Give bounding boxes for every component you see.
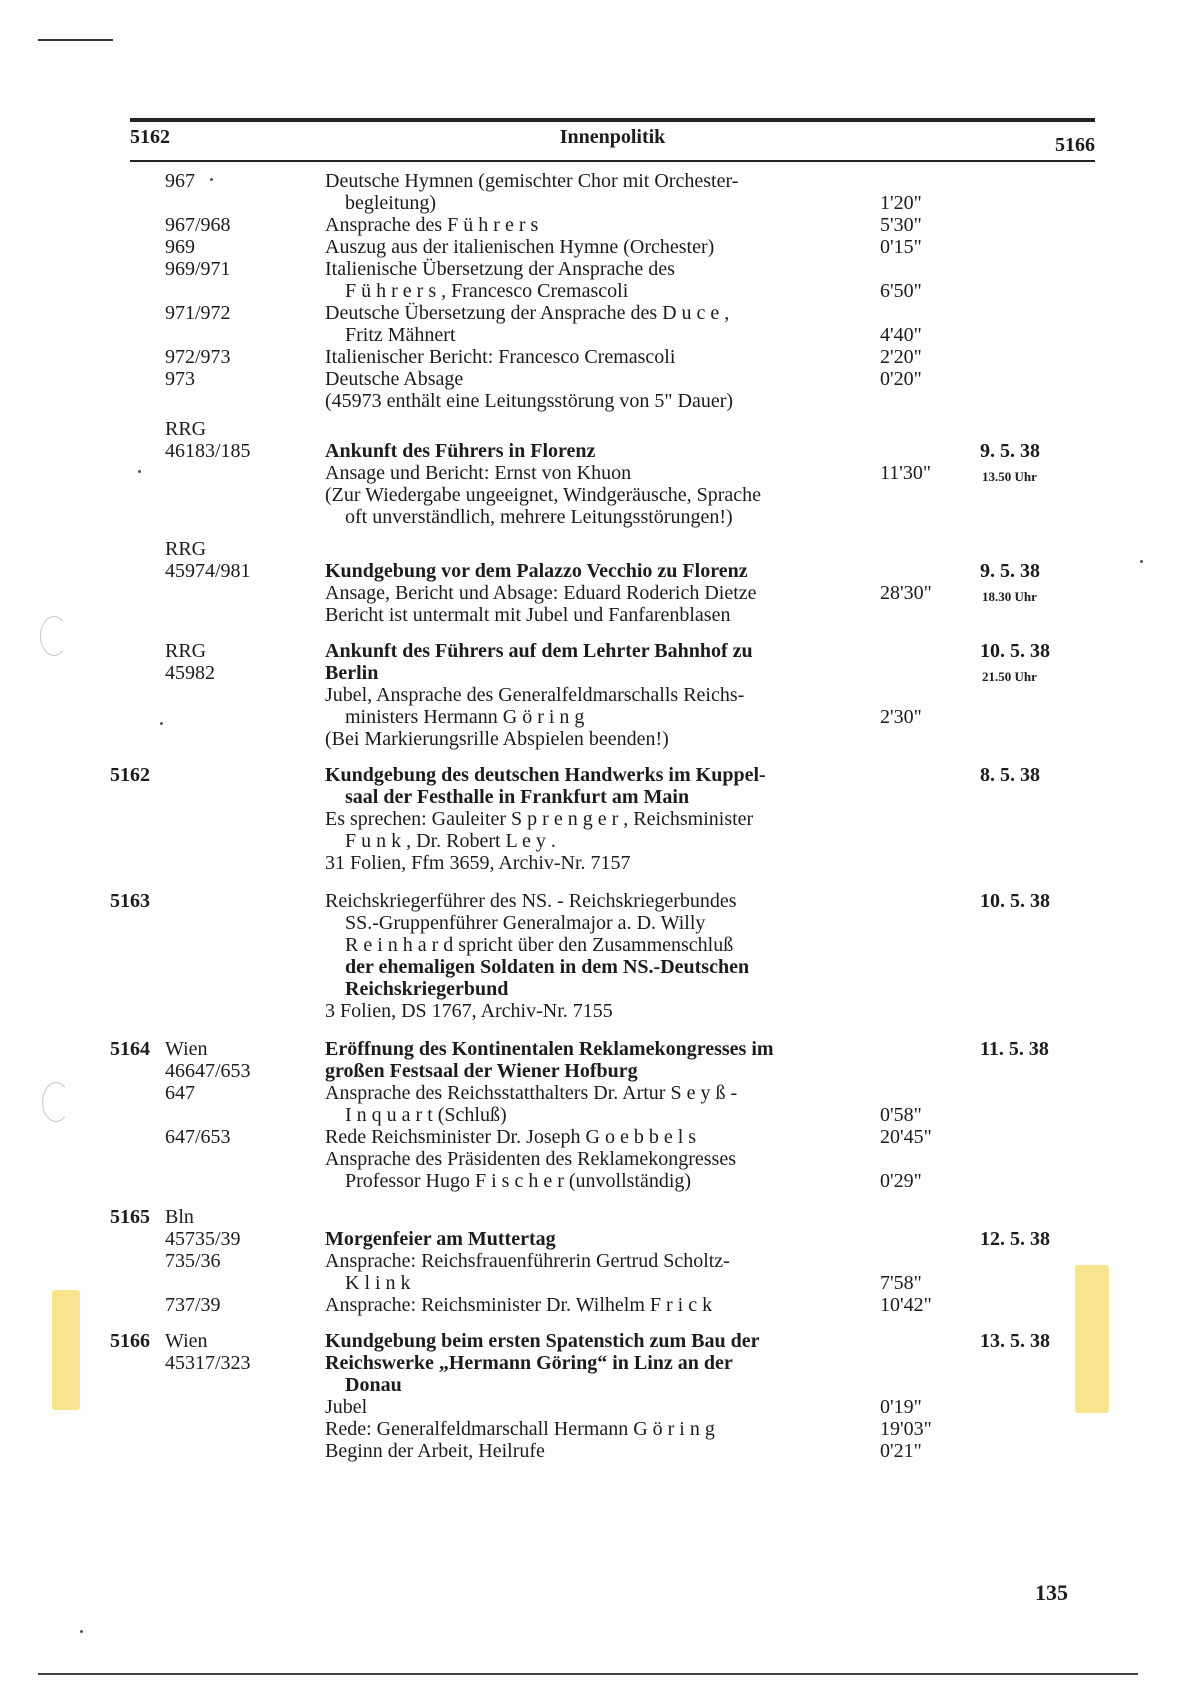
entry-line — [0, 1104, 1200, 1126]
entry-line — [0, 418, 1200, 440]
entry-text: 3 Folien, DS 1767, Archiv-Nr. 7155 — [325, 1000, 613, 1022]
entry-line — [0, 808, 1200, 830]
duration: 19'03" — [880, 1418, 932, 1440]
entry-text: Italienische Übersetzung der Ansprache des — [325, 258, 675, 280]
entry-text: Ansprache: Reichsfrauenführerin Gertrud Scholtz- — [325, 1250, 730, 1272]
catalog-entry — [0, 1206, 1200, 1316]
entry-text: Ansprache des Präsidenten des Reklamekongresses — [325, 1148, 736, 1170]
catalog-number: 969/971 — [165, 258, 231, 280]
entry-line — [0, 462, 1200, 484]
entry-line — [0, 1352, 1200, 1374]
entry-line — [0, 560, 1200, 582]
entry-line — [0, 440, 1200, 462]
entry-title: Ankunft des Führers in Florenz — [325, 440, 596, 462]
entry-line — [0, 1170, 1200, 1192]
entry-line — [0, 956, 1200, 978]
duration: 0'21" — [880, 1440, 922, 1462]
catalog-number: 46183/185 — [165, 440, 251, 462]
catalog-entry — [0, 170, 1200, 412]
duration: 10'42" — [880, 1294, 932, 1316]
catalog-number: Bln — [165, 1206, 194, 1228]
entry-text: Es sprechen: Gauleiter S p r e n g e r , Reichsminister — [325, 808, 754, 830]
entry-line — [0, 302, 1200, 324]
catalog-entry — [0, 538, 1200, 626]
broadcast-date: 12. 5. 38 — [980, 1228, 1050, 1250]
catalog-entry — [0, 1330, 1200, 1462]
entry-line — [0, 1000, 1200, 1022]
entry-title: der ehemaligen Soldaten in dem NS.-Deutschen — [345, 956, 750, 978]
entry-line — [0, 706, 1200, 728]
catalog-number: Wien — [165, 1038, 208, 1060]
duration: 6'50" — [880, 280, 922, 302]
entry-text: R e i n h a r d spricht über den Zusammenschluß — [345, 934, 734, 956]
entry-title: Reichswerke „Hermann Göring“ in Linz an der — [325, 1352, 733, 1374]
entry-text: Jubel — [325, 1396, 368, 1418]
entry-line — [0, 538, 1200, 560]
entry-line — [0, 1206, 1200, 1228]
entry-line — [0, 934, 1200, 956]
entry-text: ministers Hermann G ö r i n g — [345, 706, 585, 728]
entry-text: Auszug aus der italienischen Hymne (Orchester) — [325, 236, 715, 258]
catalog-number: 45982 — [165, 662, 215, 684]
duration: 1'20" — [880, 192, 922, 214]
entry-text: Ansprache: Reichsminister Dr. Wilhelm F r i c k — [325, 1294, 713, 1316]
entry-line — [0, 192, 1200, 214]
duration: 4'40" — [880, 324, 922, 346]
entry-text: Deutsche Absage — [325, 368, 464, 390]
broadcast-date: 10. 5. 38 — [980, 890, 1050, 912]
entry-text: Deutsche Übersetzung der Ansprache des D u c e , — [325, 302, 730, 324]
duration: 2'30" — [880, 706, 922, 728]
duration: 7'58" — [880, 1272, 922, 1294]
entry-line — [0, 1148, 1200, 1170]
entry-text: (45973 enthält eine Leitungsstörung von 5" Dauer) — [325, 390, 734, 412]
catalog-number: 647/653 — [165, 1126, 231, 1148]
entry-number: 5164 — [110, 1038, 150, 1060]
catalog-number: 647 — [165, 1082, 195, 1104]
entry-text: Ansage, Bericht und Absage: Eduard Roderich Dietze — [325, 582, 757, 604]
duration: 20'45" — [880, 1126, 932, 1148]
scan-mark-top — [38, 39, 113, 41]
header-title: Innenpolitik — [559, 126, 666, 148]
entry-line — [0, 280, 1200, 302]
entry-title: Kundgebung des deutschen Handwerks im Kuppel- — [325, 764, 766, 786]
entry-line — [0, 852, 1200, 874]
duration: 5'30" — [880, 214, 922, 236]
entry-line — [0, 640, 1200, 662]
entry-number: 5163 — [110, 890, 150, 912]
entry-text: Reichskriegerführer des NS. - Reichskriegerbundes — [325, 890, 737, 912]
entry-line — [0, 1418, 1200, 1440]
entry-text: Ansage und Bericht: Ernst von Khuon — [325, 462, 632, 484]
entry-line — [0, 1060, 1200, 1082]
entry-line — [0, 170, 1200, 192]
broadcast-date: 11. 5. 38 — [980, 1038, 1049, 1060]
entry-text: Beginn der Arbeit, Heilrufe — [325, 1440, 545, 1462]
entry-line — [0, 582, 1200, 604]
entry-text: K l i n k — [345, 1272, 411, 1294]
entry-line — [0, 214, 1200, 236]
entry-line — [0, 830, 1200, 852]
catalog-entry — [0, 1038, 1200, 1192]
entry-number: 5165 — [110, 1206, 150, 1228]
entry-text: Rede Reichsminister Dr. Joseph G o e b b e l s — [325, 1126, 697, 1148]
entry-line — [0, 1374, 1200, 1396]
entry-text: Deutsche Hymnen (gemischter Chor mit Orchester- — [325, 170, 739, 192]
entry-title: Berlin — [325, 662, 379, 684]
entry-line — [0, 1038, 1200, 1060]
catalog-number: RRG — [165, 538, 207, 560]
entry-text: (Bei Markierungsrille Abspielen beenden!) — [325, 728, 669, 750]
entry-line — [0, 1440, 1200, 1462]
entry-line — [0, 346, 1200, 368]
entry-line — [0, 604, 1200, 626]
entry-number: 5166 — [110, 1330, 150, 1352]
entry-title: Eröffnung des Kontinentalen Reklamekongresses im — [325, 1038, 774, 1060]
entry-line — [0, 258, 1200, 280]
entry-text: Ansprache des F ü h r e r s — [325, 214, 539, 236]
entry-line — [0, 786, 1200, 808]
header-left-number: 5162 — [130, 126, 170, 148]
header-rule-top — [130, 118, 1095, 122]
catalog-number: 972/973 — [165, 346, 231, 368]
entry-line — [0, 506, 1200, 528]
catalog-number: 973 — [165, 368, 195, 390]
broadcast-date: 8. 5. 38 — [980, 764, 1040, 786]
entry-title: saal der Festhalle in Frankfurt am Main — [345, 786, 690, 808]
entry-number: 5162 — [110, 764, 150, 786]
broadcast-date: 9. 5. 38 — [980, 440, 1040, 462]
entry-text: oft unverständlich, mehrere Leitungsstörungen!) — [345, 506, 733, 528]
entry-text: Jubel, Ansprache des Generalfeldmarschalls Reichs- — [325, 684, 745, 706]
scan-mark-bottom — [38, 1673, 1138, 1675]
catalog-entry — [0, 764, 1200, 874]
broadcast-date: 10. 5. 38 — [980, 640, 1050, 662]
header-rule-bottom — [130, 160, 1095, 162]
entry-line — [0, 912, 1200, 934]
entry-text: Rede: Generalfeldmarschall Hermann G ö r i n g — [325, 1418, 715, 1440]
catalog-number: 969 — [165, 236, 195, 258]
entry-line — [0, 368, 1200, 390]
broadcast-date: 9. 5. 38 — [980, 560, 1040, 582]
entry-text: 31 Folien, Ffm 3659, Archiv-Nr. 7157 — [325, 852, 631, 874]
entry-line — [0, 1250, 1200, 1272]
broadcast-time: 21.50 Uhr — [982, 669, 1037, 684]
catalog-number: Wien — [165, 1330, 208, 1352]
page-header — [130, 118, 1095, 162]
duration: 11'30" — [880, 462, 932, 484]
entry-title: großen Festsaal der Wiener Hofburg — [325, 1060, 638, 1082]
duration: 2'20" — [880, 346, 922, 368]
entry-text: Ansprache des Reichsstatthalters Dr. Artur S e y ß - — [325, 1082, 738, 1104]
entry-line — [0, 978, 1200, 1000]
catalog-entries — [0, 170, 1200, 1462]
catalog-number: 967/968 — [165, 214, 231, 236]
duration: 0'15" — [880, 236, 922, 258]
catalog-number: 45317/323 — [165, 1352, 251, 1374]
entry-line — [0, 728, 1200, 750]
duration: 0'20" — [880, 368, 922, 390]
entry-line — [0, 236, 1200, 258]
entry-title: Morgenfeier am Muttertag — [325, 1228, 556, 1250]
catalog-number: 967 — [165, 170, 195, 192]
catalog-entry — [0, 640, 1200, 750]
entry-text: begleitung) — [345, 192, 437, 214]
entry-text: Italienischer Bericht: Francesco Cremascoli — [325, 346, 676, 368]
entry-line — [0, 890, 1200, 912]
duration: 0'19" — [880, 1396, 922, 1418]
entry-title: Ankunft des Führers auf dem Lehrter Bahnhof zu — [325, 640, 753, 662]
entry-line — [0, 484, 1200, 506]
entry-text: I n q u a r t (Schluß) — [345, 1104, 507, 1126]
entry-title: Donau — [345, 1374, 402, 1396]
entry-title: Kundgebung vor dem Palazzo Vecchio zu Florenz — [325, 560, 748, 582]
catalog-number: RRG — [165, 640, 207, 662]
page-number: 135 — [1035, 1580, 1068, 1605]
entry-text: (Zur Wiedergabe ungeeignet, Windgeräusche, Sprache — [325, 484, 761, 506]
entry-title: Kundgebung beim ersten Spatenstich zum Bau der — [325, 1330, 760, 1352]
broadcast-time: 13.50 Uhr — [982, 469, 1037, 484]
entry-line — [0, 1330, 1200, 1352]
duration: 0'29" — [880, 1170, 922, 1192]
entry-text: Fritz Mähnert — [345, 324, 456, 346]
catalog-number: RRG — [165, 418, 207, 440]
broadcast-date: 13. 5. 38 — [980, 1330, 1050, 1352]
catalog-number: 971/972 — [165, 302, 231, 324]
speck — [80, 1630, 83, 1633]
entry-line — [0, 390, 1200, 412]
entry-line — [0, 1294, 1200, 1316]
catalog-number: 735/36 — [165, 1250, 221, 1272]
entry-text: SS.-Gruppenführer Generalmajor a. D. Willy — [345, 912, 706, 934]
catalog-entry — [0, 418, 1200, 528]
entry-line — [0, 1126, 1200, 1148]
catalog-number: 737/39 — [165, 1294, 221, 1316]
entry-line — [0, 1082, 1200, 1104]
entry-line — [0, 1396, 1200, 1418]
entry-line — [0, 662, 1200, 684]
catalog-number: 45735/39 — [165, 1228, 241, 1250]
entry-line — [0, 764, 1200, 786]
catalog-entry — [0, 890, 1200, 1022]
entry-line — [0, 1272, 1200, 1294]
entry-text: F ü h r e r s , Francesco Cremascoli — [345, 280, 629, 302]
catalog-number: 46647/653 — [165, 1060, 251, 1082]
duration: 0'58" — [880, 1104, 922, 1126]
duration: 28'30" — [880, 582, 932, 604]
entry-line — [0, 684, 1200, 706]
header-right-number: 5166 — [1055, 134, 1095, 156]
entry-text: F u n k , Dr. Robert L e y . — [345, 830, 556, 852]
entry-title: Reichskriegerbund — [345, 978, 509, 1000]
catalog-number: 45974/981 — [165, 560, 251, 582]
entry-line — [0, 1228, 1200, 1250]
entry-line — [0, 324, 1200, 346]
entry-text: Professor Hugo F i s c h e r (unvollständig) — [345, 1170, 692, 1192]
entry-text: Bericht ist untermalt mit Jubel und Fanfarenblasen — [325, 604, 731, 626]
broadcast-time: 18.30 Uhr — [982, 589, 1037, 604]
